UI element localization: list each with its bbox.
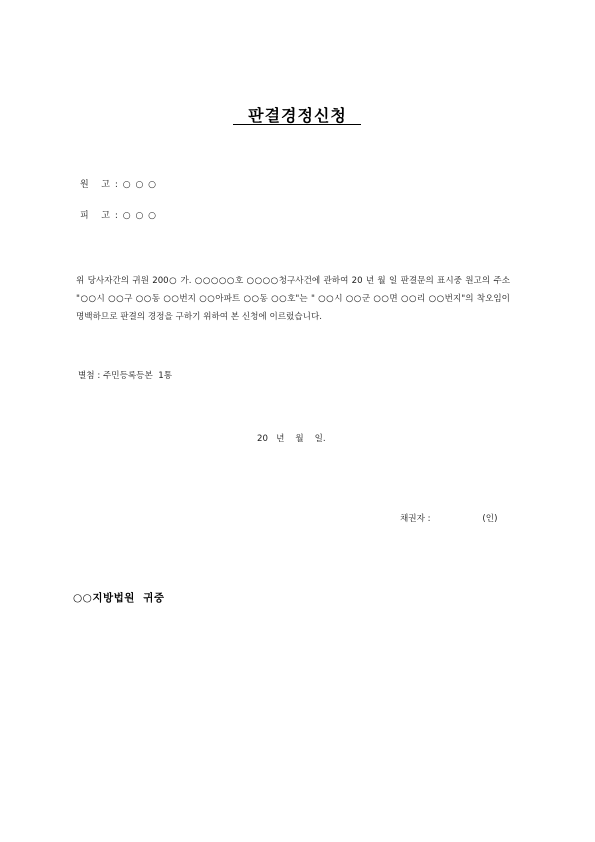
request-body-text: 위 당사자간의 귀원 200○ 가. ○○○○○호 ○○○○청구사건에 관하여 20 년 월 일 판결문의 표시중 원고의 주소 "○○시 ○○구 ○○동 ○○번지 ○○아파트 ○○동 ○○호"는 " ○○시 ○○군 ○○면 ○○리 ○○번지"의 착오임이 명백하므로 판결의 경정을 구하기 위하여 본 신청에 이르렀습니다. <box>76 276 510 322</box>
document-title: 판결경정신청 <box>248 106 347 125</box>
title-underline <box>233 124 361 125</box>
defendant-line: 피 고 : ○ ○ ○ <box>80 211 158 221</box>
court-addressee: ○○지방법원 귀중 <box>73 592 165 604</box>
creditor-signature-line: 채권자 : (인) <box>400 514 498 524</box>
date-line: 20 년 월 일. <box>257 434 326 444</box>
attachment-line: 별첨 : 주민등록등본 1통 <box>78 371 173 381</box>
plaintiff-line: 원 고 : ○ ○ ○ <box>80 180 158 190</box>
